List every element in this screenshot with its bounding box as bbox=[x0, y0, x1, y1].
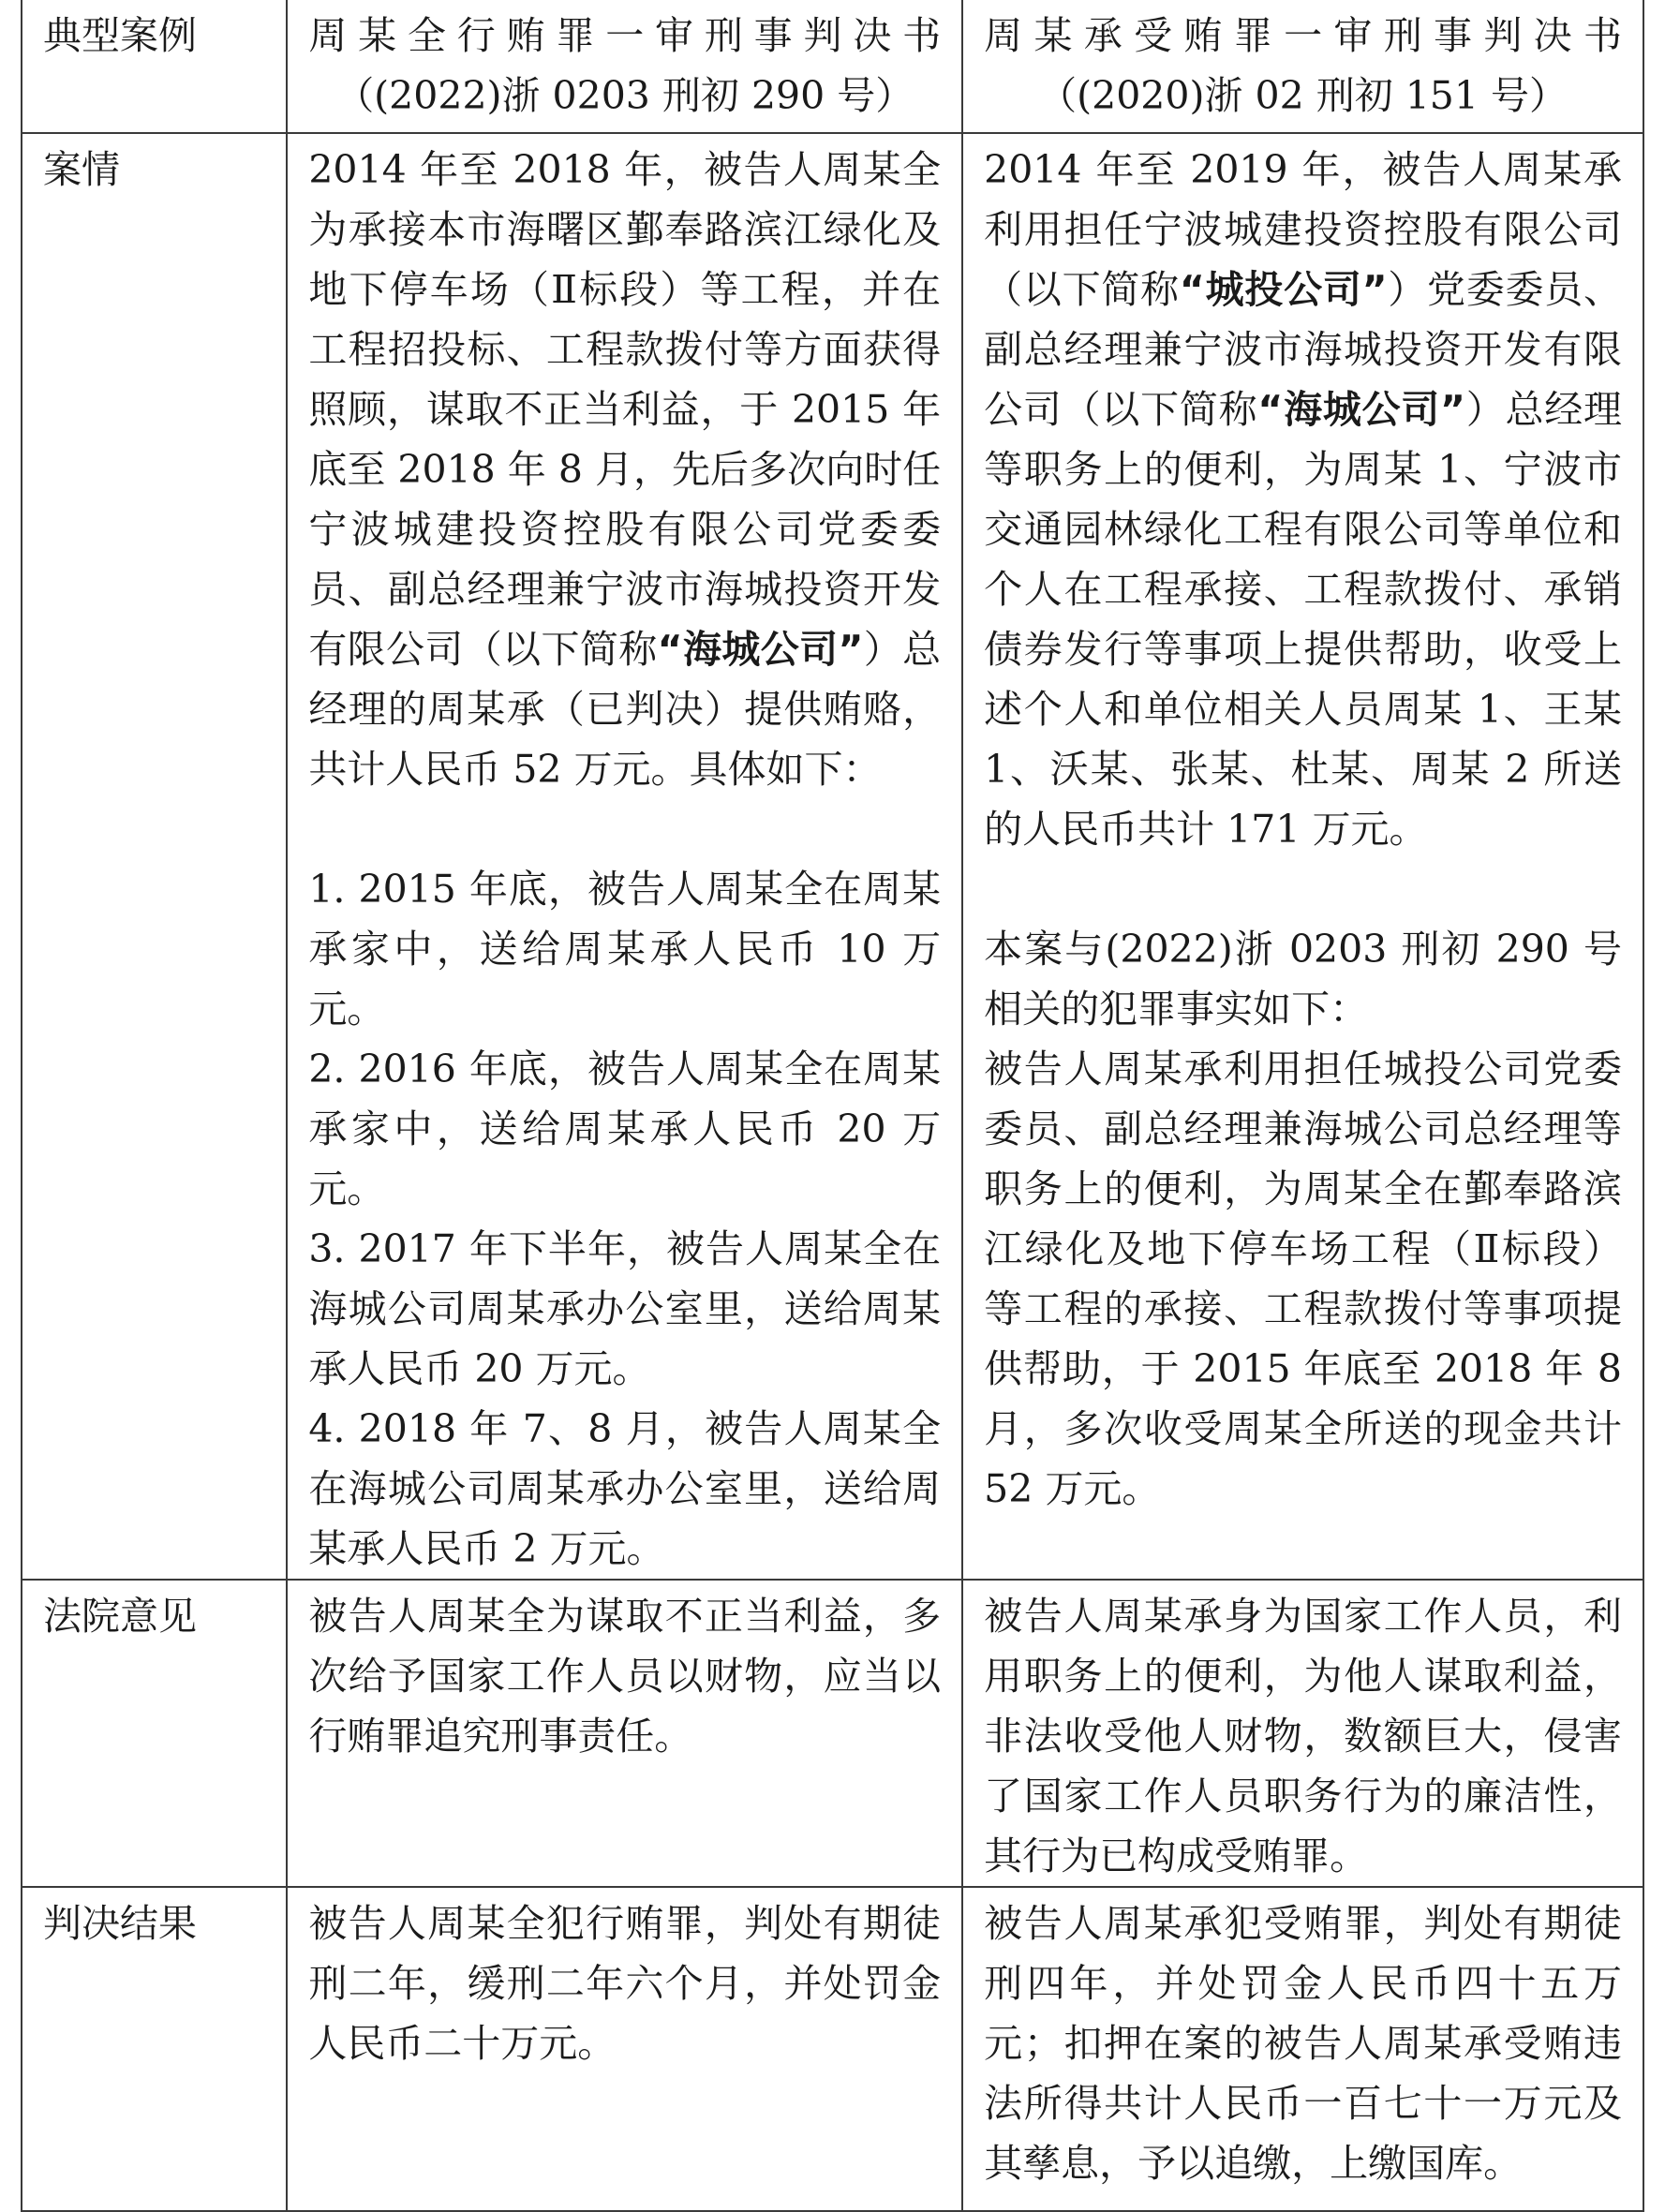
facts-case-a-cell bbox=[287, 133, 962, 1580]
facts-case-a-item-4: 4. 2018 年 7、8 月，被告人周某全在海城公司周某承办公室里，送给周某承人民币 2 万元。 bbox=[308, 1406, 942, 1571]
case-b-title: 周某承受贿罪一审刑事判决书 bbox=[984, 13, 1622, 58]
facts-case-a-intro bbox=[308, 140, 941, 799]
verdict-case-b-cell bbox=[962, 1887, 1643, 2211]
verdict-label: 判决结果 bbox=[43, 1901, 197, 1946]
facts-label-cell bbox=[22, 133, 287, 1580]
header-row bbox=[22, 0, 1643, 133]
opinion-label-cell bbox=[22, 1580, 287, 1887]
header-label-cell bbox=[22, 0, 287, 133]
haicheng-company-term: “海城公司” bbox=[1257, 387, 1466, 432]
case-b-number: （(2020)浙 02 刑初 151 号） bbox=[1038, 73, 1568, 118]
facts-case-b-paragraph-3: 被告人周某承利用担任城投公司党委委员、副总经理兼海城公司总经理等职务上的便利，为周某全在鄞奉路滨江绿化及地下停车场工程（Ⅱ标段）等工程的承接、工程款拨付等事项提供帮助，于 2015 年底至 2018 年 8 月，多次收受周某全所送的现金共计 52 万元。 bbox=[984, 1047, 1622, 1511]
facts-row bbox=[22, 133, 1643, 1580]
facts-case-b-p1-part3: ）总经理等职务上的便利，为周某 1、宁波市交通园林绿化工程有限公司等单位和个人在工程承接、工程款拨付、承销债券发行等事项上提供帮助，收受上述个人和单位相关人员周某 1、王某 1、沃某、张某、杜某、周某 2 所送的人民币共计 171 万元。 bbox=[984, 387, 1623, 852]
opinion-row bbox=[22, 1580, 1643, 1887]
facts-case-a-item-2: 2. 2016 年底，被告人周某全在周某承家中，送给周某承人民币 20 万元。 bbox=[308, 1047, 942, 1211]
opinion-case-a-cell bbox=[287, 1580, 962, 1887]
chengtou-company-term: “城投公司” bbox=[1179, 267, 1388, 312]
facts-case-a-intro-part2: ）总经理的周某承（已判决）提供贿赂，共计人民币 52 万元。具体如下： bbox=[308, 627, 942, 792]
opinion-case-b-cell bbox=[962, 1580, 1643, 1887]
header-case-a-cell bbox=[287, 0, 962, 133]
verdict-case-a-cell bbox=[287, 1887, 962, 2211]
verdict-label-cell bbox=[22, 1887, 287, 2211]
facts-case-b-p1-part1: 2014 年至 2019 年，被告人周某承利用担任宁波城建投资控股有限公司（以下简称 bbox=[984, 147, 1622, 312]
facts-case-b-paragraph-2: 本案与(2022)浙 0203 刑初 290 号相关的犯罪事实如下： bbox=[984, 927, 1622, 1032]
facts-case-a-item-1: 1. 2015 年底，被告人周某全在周某承家中，送给周某承人民币 10 万元。 bbox=[308, 867, 942, 1032]
facts-case-b-cell bbox=[962, 133, 1643, 1580]
facts-label: 案情 bbox=[43, 147, 120, 192]
haicheng-company-term: “海城公司” bbox=[657, 627, 864, 672]
verdict-row bbox=[22, 1887, 1643, 2211]
header-label: 典型案例 bbox=[43, 13, 197, 58]
facts-case-b-paragraph-1 bbox=[984, 140, 1622, 859]
verdict-case-b-text: 被告人周某承犯受贿罪，判处有期徒刑四年，并处罚金人民币四十五万元；扣押在案的被告人周某承受贿违法所得共计人民币一百七十一万元及其孳息，予以追缴，上缴国库。 bbox=[984, 1901, 1622, 2186]
facts-case-a-item-3: 3. 2017 年下半年，被告人周某全在海城公司周某承办公室里，送给周某承人民币 20 万元。 bbox=[308, 1226, 942, 1391]
case-comparison-table bbox=[21, 0, 1644, 2212]
case-a-number: （(2022)浙 0203 刑初 290 号） bbox=[335, 73, 914, 118]
opinion-label: 法院意见 bbox=[43, 1594, 197, 1639]
facts-case-a-intro-part1: 2014 年至 2018 年，被告人周某全为承接本市海曙区鄞奉路滨江绿化及地下停车场（Ⅱ标段）等工程，并在工程招投标、工程款拨付等方面获得照顾，谋取不正当利益，于 2015 年底至 2018 年 8 月，先后多次向时任宁波城建投资控股有限公司党委委员、副总经理兼宁波市海城投资开发有限公司（以下简称 bbox=[308, 147, 942, 672]
case-a-title: 周某全行贿罪一审刑事判决书 bbox=[308, 13, 942, 58]
opinion-case-a-text: 被告人周某全为谋取不正当利益，多次给予国家工作人员以财物，应当以行贿罪追究刑事责任。 bbox=[308, 1594, 942, 1759]
facts-case-b-p1-part2: ）党委委员、副总经理兼宁波市海城投资开发有限公司（以下简称 bbox=[984, 267, 1623, 432]
header-case-b-cell bbox=[962, 0, 1643, 133]
opinion-case-b-text: 被告人周某承身为国家工作人员，利用职务上的便利，为他人谋取利益，非法收受他人财物，数额巨大，侵害了国家工作人员职务行为的廉洁性，其行为已构成受贿罪。 bbox=[984, 1594, 1622, 1878]
verdict-case-a-text: 被告人周某全犯行贿罪，判处有期徒刑二年，缓刑二年六个月，并处罚金人民币二十万元。 bbox=[308, 1901, 942, 2066]
